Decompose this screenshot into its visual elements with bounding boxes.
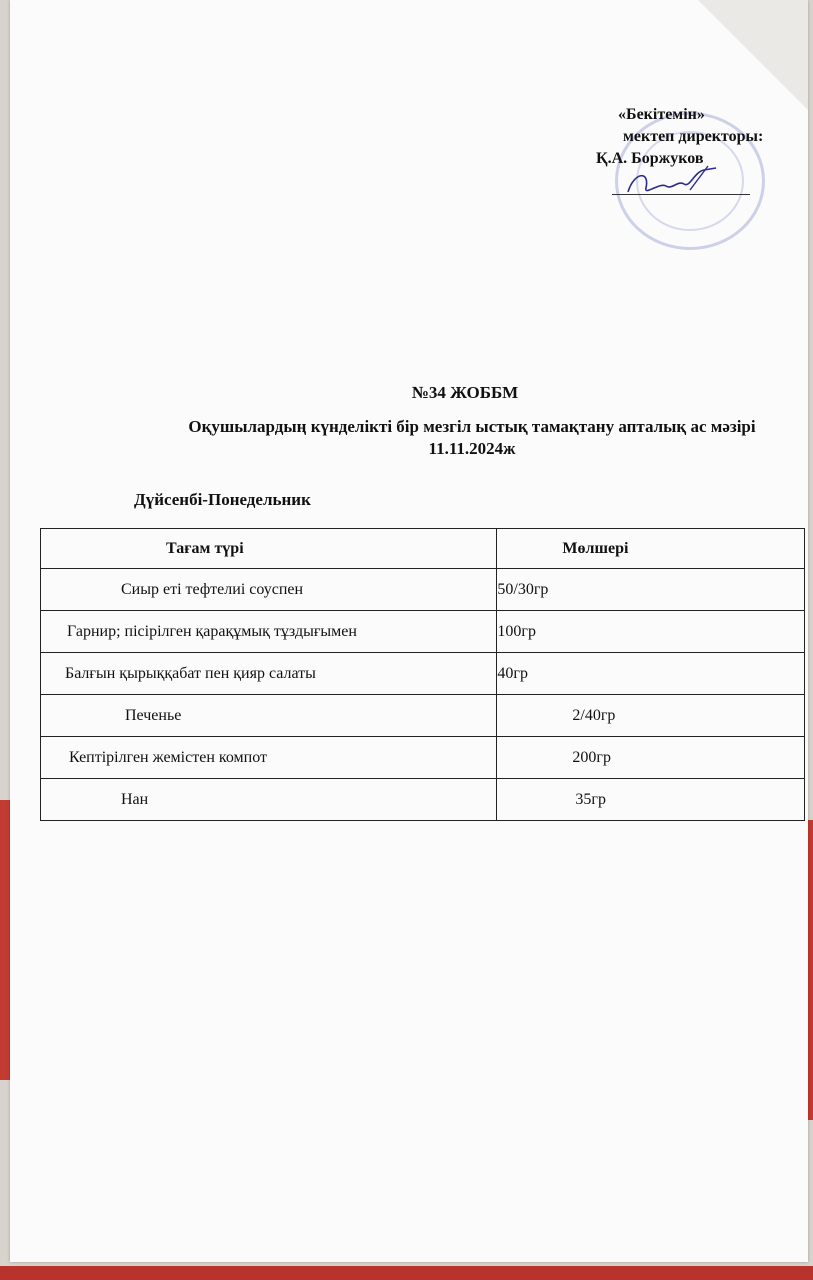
director-signature	[620, 162, 730, 202]
approval-line-2: мектеп директоры:	[623, 128, 764, 145]
food-amount: 200гр	[497, 737, 805, 779]
page-fold	[698, 0, 808, 110]
food-name: Печенье	[41, 695, 497, 737]
food-name: Нан	[41, 779, 497, 821]
table-header-row	[41, 529, 805, 569]
menu-title	[132, 416, 812, 460]
food-amount: 35гр	[497, 779, 805, 821]
menu-date: 11.11.2024ж	[428, 439, 516, 458]
food-amount: 2/40гр	[497, 695, 805, 737]
table-row	[41, 737, 805, 779]
table-row	[41, 695, 805, 737]
approval-line-3: Қ.А. Боржуков	[596, 150, 704, 167]
approval-line-1: «Бекітемін»	[618, 106, 705, 123]
food-name: Кептірілген жемістен компот	[41, 737, 497, 779]
signature-line	[612, 194, 750, 195]
school-name: №34 ЖОББМ	[411, 383, 519, 402]
food-name: Балғын қырыққабат пен қияр салаты	[41, 653, 497, 695]
menu-table	[40, 528, 805, 821]
table-row	[41, 611, 805, 653]
table-row	[41, 569, 805, 611]
day-label: Дүйсенбі-Понедельник	[134, 490, 311, 509]
food-amount: 50/30гр	[497, 569, 805, 611]
food-amount: 40гр	[497, 653, 805, 695]
red-backdrop-bottom	[0, 1266, 813, 1280]
approval-block	[590, 104, 805, 170]
food-name: Сиыр еті тефтелиі соуспен	[41, 569, 497, 611]
header-food-type: Тағам түрі	[41, 529, 497, 569]
food-amount: 100гр	[497, 611, 805, 653]
table-row	[41, 653, 805, 695]
menu-title-text: Оқушылардың күнделікті бір мезгіл ыстық тамақтану апталық ас мәзірі	[188, 417, 756, 436]
table-row	[41, 779, 805, 821]
header-amount: Мөлшері	[497, 529, 805, 569]
food-name: Гарнир; пісірілген қарақұмық тұздығымен	[41, 611, 497, 653]
